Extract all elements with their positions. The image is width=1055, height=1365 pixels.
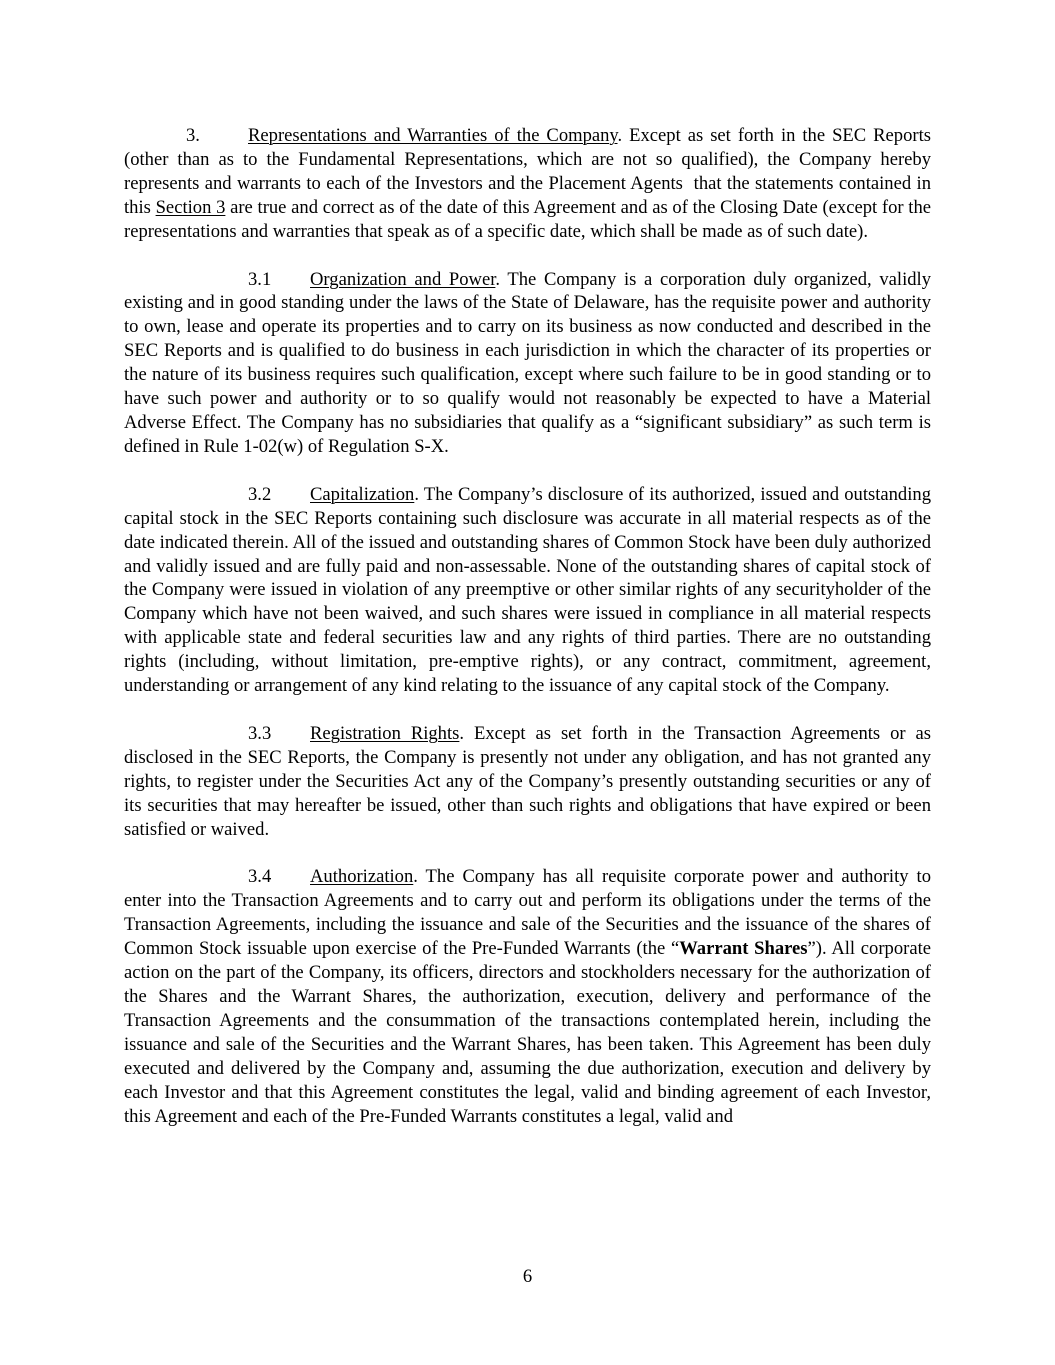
section-3-3-paragraph <box>124 722 931 842</box>
section-3-2-paragraph <box>124 483 931 698</box>
section-3-1-paragraph <box>124 268 931 459</box>
section-heading: Capitalization <box>310 483 415 505</box>
paragraph-text: ”). All corporate action on the part of the Company, its officers, directors and stockholders necessary for the authorization of the Shares and the Warrant Shares, the authorization, execution, delivery and performance of the Transaction Agreements and the consummation of the transactions contemplated herein, including the issuance and sale of the Securities and the Warrant Shares, has been taken. This Agreement has been duly executed and delivered by the Company and, assuming the due authorization, execution and delivery by each Investor and that this Agreement constitutes the legal, valid and binding agreement of each Investor, this Agreement and each of the Pre-Funded Warrants constitutes a legal, valid and <box>124 938 932 1127</box>
paragraph-text: . Except as set forth in the Transaction Agreements or as disclosed in the SEC Reports, the Company is presently not under any obligation, and has not granted any rights, to register under the Securities Act any of the Company’s presently outstanding securities or any of its securities that may hereafter be issued, other than such rights and obligations that have expired or been satisfied or waived. <box>124 722 931 840</box>
section-3-4-paragraph <box>124 865 931 1128</box>
section-heading: Registration Rights <box>310 722 460 744</box>
defined-term: Warrant Shares <box>679 938 808 960</box>
section-heading: Organization and Power <box>310 268 496 290</box>
paragraph-text: . The Company is a corporation duly organized, validly existing and in good standing under the laws of the State of Delaware, has the requisite power and authority to own, lease and operate its properties and to carry on its business as now conducted and described in the SEC Reports and is qualified to do business in each jurisdiction in which the character of its properties or the nature of its business requires such qualification, except where such failure to be in good standing or to have such power and authority or to so qualify would not reasonably be expected to have a Material Adverse Effect. The Company has no subsidiaries that qualify as a “significant subsidiary” as such term is defined in Rule 1-02(w) of Regulation S-X. <box>124 268 931 457</box>
section-number: 3.4 <box>248 866 272 888</box>
section-number: 3.1 <box>248 268 272 290</box>
section-heading: Authorization <box>310 866 414 888</box>
section-heading: Representations and Warranties of the Company <box>248 125 618 146</box>
paragraph-text: are true and correct as of the date of this Agreement and as of the Closing Date (except for the representations and warranties that speak as of a specific date, which shall be made as of such date). <box>124 196 932 242</box>
document-body <box>124 124 931 1152</box>
paragraph-text: . The Company’s disclosure of its authorized, issued and outstanding capital stock in the SEC Reports containing such disclosure was accurate in all material respects as of the date indicated therein. All of the issued and outstanding shares of Common Stock have been duly authorized and validly issued and are fully paid and non-assessable. None of the outstanding shares of capital stock of the Company were issued in violation of any preemptive or other similar rights of any securityholder of the Company which have not been waived, and such shares were issued in compliance in all material respects with applicable state and federal securities law and any rights of third parties. There are no outstanding rights (including, without limitation, pre-emptive rights), or any contract, commitment, agreement, understanding or arrangement of any kind relating to the issuance of any capital stock of the Company. <box>124 483 931 697</box>
section-3-paragraph <box>124 124 931 244</box>
page-number: 6 <box>522 1266 533 1287</box>
section-cross-reference: Section 3 <box>155 196 226 218</box>
section-number: 3.3 <box>248 722 272 744</box>
section-number: 3. <box>186 125 200 146</box>
section-number: 3.2 <box>248 483 272 505</box>
paragraph-text: . Except as set forth in the SEC Reports (other than as to the Fundamental Representations, which are not so qualified), the Company hereby represents and warrants to each of the Investors and the Placement Agents that the statements contained in this <box>124 125 931 218</box>
paragraph-text: . The Company has all requisite corporate power and authority to enter into the Transaction Agreements and to carry out and perform its obligations under the terms of the Transaction Agreements, including the issuance and sale of the Securities and the issuance of the shares of Common Stock issuable upon exercise of the Pre-Funded Warrants (the “ <box>124 866 931 960</box>
